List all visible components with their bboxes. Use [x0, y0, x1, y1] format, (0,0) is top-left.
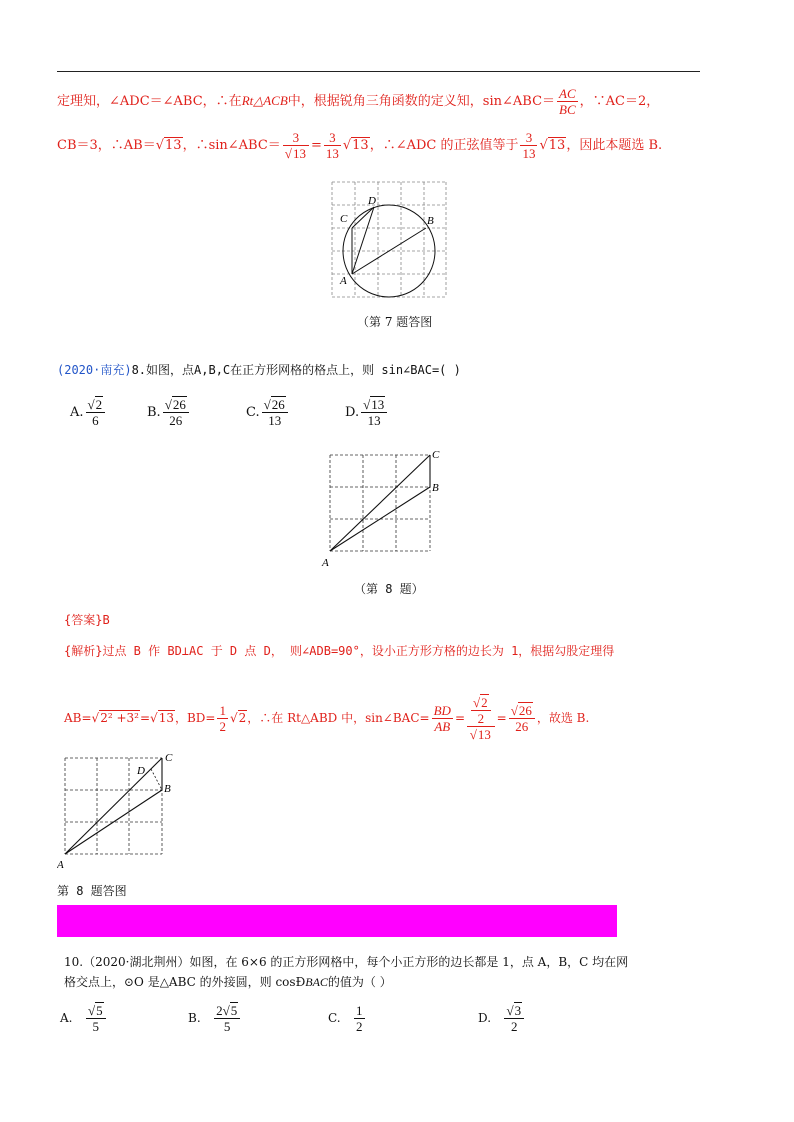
- q8-answer-label-a: A: [57, 859, 64, 871]
- fraction-3-13: $\frac{3}{13}$: [325, 130, 339, 161]
- q8-option-a: A. $\frac{√2}{6}$: [70, 397, 107, 428]
- top-rule: [57, 71, 700, 72]
- q10-option-c: C. $\frac{1}{2}$: [328, 1003, 363, 1034]
- q7-label-a: A: [340, 275, 347, 287]
- q10-option-a: A. $\frac{√5}{5}$: [60, 1003, 108, 1034]
- q8-label-b: B: [432, 482, 439, 494]
- q8-stem: (2020·南充)8.如图，点A,B,C在正方形网格的格点上，则 sin∠BAC=( ): [57, 363, 461, 377]
- q8-answer: {答案}B: [64, 613, 110, 627]
- q7-solution-line2: CB＝3，∴AB＝√13，∴sin∠ABC＝ $\frac{3}{√13}$ = $\frac{3}{13}$ √13，∴∠ADC 的正弦值等于 $\frac{3}{13}$ √13，因此本题选 B.: [57, 130, 663, 161]
- q8-answer-figure: [57, 750, 187, 875]
- fraction-compound: $\frac{\frac{√2}{2}}{√13}$: [467, 695, 495, 742]
- q8-analysis: {解析}过点 B 作 BD⊥AC 于 D 点 D， 则∠ADB=90°，设小正方形方格的边长为 1，根据勾股定理得: [64, 644, 615, 658]
- q8-figure-caption: （第 8 题）: [354, 582, 424, 596]
- q7-label-c: C: [340, 213, 348, 225]
- q8-option-c: C. $\frac{√26}{13}$: [246, 397, 290, 428]
- q8-calculation: AB=√2² +3²=√13，BD= $\frac{1}{2}$ √2，∴在 Rt△ABD 中，sin∠BAC= $\frac{BD}{AB}$ = $\frac{\frac{√2}{2}}{√13}$ = $\frac{√26}{26}$ ，故选 B.: [64, 695, 590, 742]
- q7-label-d: D: [368, 195, 376, 207]
- q7-label-b: B: [427, 215, 434, 227]
- q8-answer-label-b: B: [164, 783, 171, 795]
- q8-option-d: D. $\frac{√13}{13}$: [345, 397, 389, 428]
- q8-label-a: A: [322, 557, 329, 569]
- q8-option-b: B. $\frac{√26}{26}$: [147, 397, 191, 428]
- q7-circle-grid-figure: [330, 180, 448, 300]
- q8-answer-label-c: C: [165, 752, 173, 764]
- fraction-3-sqrt13: $\frac{3}{√13}$: [283, 130, 309, 161]
- fraction-one-half: $\frac{1}{2}$: [219, 703, 226, 734]
- q8-grid-figure: [320, 445, 450, 570]
- fraction-bd-ab: $\frac{BD}{AB}$: [433, 703, 451, 734]
- highlight-banner: [57, 905, 617, 937]
- fraction-3-13-b: $\frac{3}{13}$: [522, 130, 536, 161]
- q7-figure-caption: （第 7 题答图: [357, 315, 433, 329]
- q10-stem-line1: 10.（2020·湖北荆州）如图，在 6×6 的正方形网格中，每个小正方形的边长都是 1，点 A，B，C 均在网: [64, 955, 629, 969]
- fraction-result: $\frac{√26}{26}$: [509, 703, 535, 734]
- q7-solution-line1: 定理知，∠ADC＝∠ABC，∴在Rt△ACB中，根据锐角三角函数的定义知，sin∠ABC＝ $\frac{AC}{BC}$ ，∵AC＝2，: [57, 86, 660, 117]
- q10-stem-line2: 格交点上，⊙O 是△ABC 的外接圆，则 cosÐBAC的值为（ ）: [64, 975, 392, 989]
- fraction-ac-bc: $\frac{AC}{BC}$: [559, 86, 576, 117]
- q10-option-b: B. $\frac{2√5}{5}$: [188, 1003, 242, 1034]
- q8-answer-label-d: D: [137, 765, 145, 777]
- q8-source: (2020·南充): [57, 363, 132, 377]
- q8-answer-caption: 第 8 题答图: [57, 884, 127, 898]
- q10-option-d: D. $\frac{√3}{2}$: [478, 1003, 526, 1034]
- q8-label-c: C: [432, 449, 440, 461]
